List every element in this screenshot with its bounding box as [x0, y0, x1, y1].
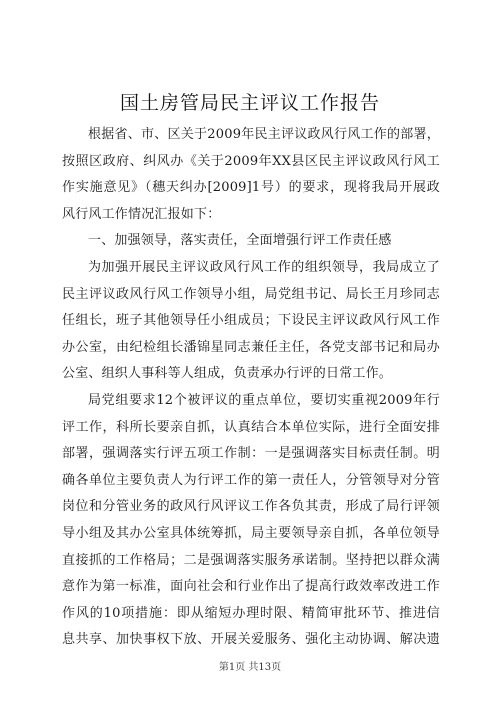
text-line: 作实施意见》（穗天纠办[2009]1号）的要求，现将我局开展政 [62, 180, 440, 196]
text-line: 直接抓的工作格局；二是强调落实服务承诺制。坚持把以群众满 [62, 552, 440, 568]
page-footer: 第1页 共13页 [218, 662, 282, 673]
text-line: 办公室，由纪检组长潘锦星同志兼任主任，各党支部书记和局办 [62, 339, 440, 355]
text-line: 意作为第一标准，面向社会和行业作出了提高行政效率改进工作 [62, 579, 440, 595]
document-title: 国土房管局民主评议工作报告 [119, 92, 380, 114]
text-line: 根据省、市、区关于2009年民主评议政风行风工作的部署， [88, 127, 440, 142]
text-line: 导小组及其办公室具体统筹抓，局主要领导亲自抓，各单位领导 [62, 525, 440, 541]
text-line: 局党组要求12个被评议的重点单位，要切实重视2009年行 [88, 392, 440, 408]
text-line: 评工作，科所长要亲自抓，认真结合本单位实际，进行全面安排 [62, 419, 440, 435]
text-line: 按照区政府、纠风办《关于2009年XX县区民主评议政风行风工 [62, 153, 440, 169]
text-line: 确各单位主要负责人为行评工作的第一责任人，分管领导对分管 [62, 472, 440, 488]
text-line: 为加强开展民主评议政风行风工作的组织领导，我局成立了 [88, 259, 440, 275]
text-line: 岗位和分管业务的政风行风评议工作各负其责，形成了局行评领 [62, 499, 440, 515]
text-line: 一、加强领导，落实责任，全面增强行评工作责任感 [88, 233, 392, 249]
text-line: 部署，强调落实行评五项工作制：一是强调落实目标责任制。明 [62, 446, 440, 462]
text-line: 作风的10项措施：即从缩短办理时限、精简审批环节、推进信 [62, 605, 440, 621]
text-line: 息共享、加快事权下放、开展关爱服务、强化主动协调、解决遗 [62, 632, 440, 648]
document-body [62, 122, 440, 654]
text-line: 民主评议政风行风工作领导小组，局党组书记、局长王月珍同志 [62, 286, 440, 302]
text-line: 风行风工作情况汇报如下： [62, 206, 221, 222]
text-line: 任组长，班子其他领导任小组成员；下设民主评议政风行风工作 [62, 313, 440, 329]
text-line: 公室、组织人事科等人组成，负责承办行评的日常工作。 [62, 366, 393, 382]
